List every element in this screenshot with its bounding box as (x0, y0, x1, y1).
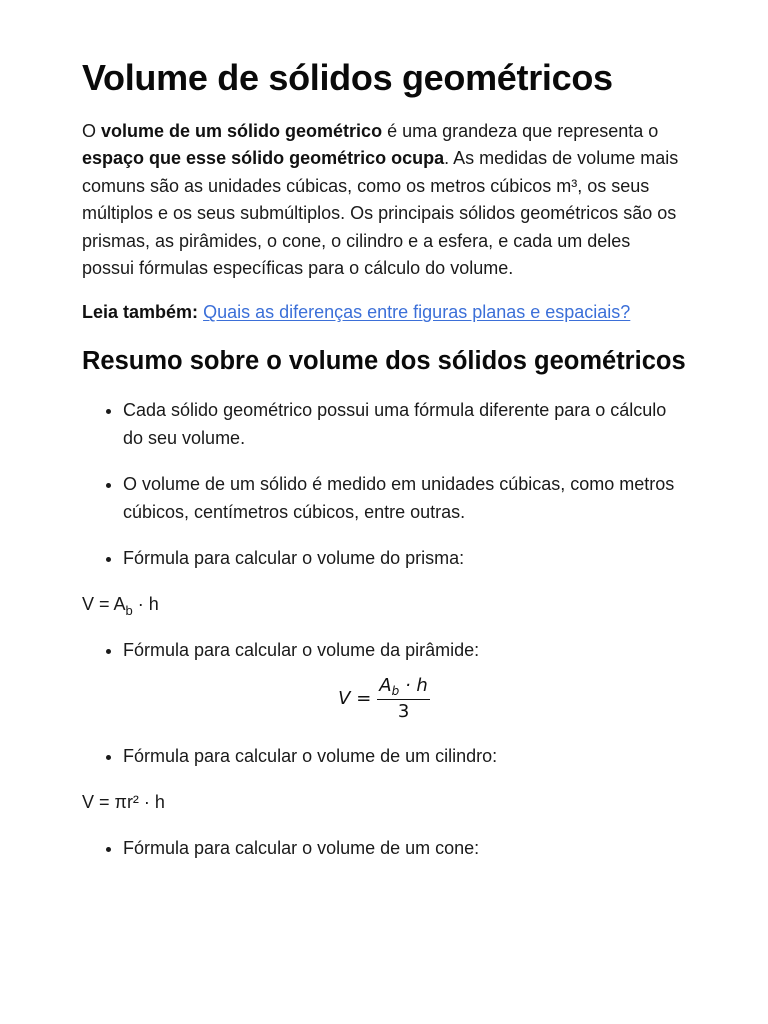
list-item: • Cada sólido geométrico possui uma fórmula diferente para o cálculo do seu volume. (123, 397, 686, 452)
list-item: • Fórmula para calcular o volume da pirâmide: (123, 637, 686, 664)
summary-heading: Resumo sobre o volume dos sólidos geométricos (82, 347, 686, 376)
see-also-label: Leia também: (82, 302, 199, 323)
prism-formula (82, 591, 686, 618)
intro-bold-2: espaço que esse sólido geométrico ocupa (82, 148, 445, 169)
intro-text-1: O (82, 121, 102, 141)
pyramid-numerator (377, 675, 430, 700)
intro-paragraph (82, 118, 686, 282)
intro-bold-1: volume de um sólido geométrico (101, 121, 383, 141)
pyramid-num-main: A (379, 674, 392, 696)
list-item: • Fórmula para calcular o volume de um cone: (123, 835, 686, 862)
prism-formula-rhs: · h (132, 594, 159, 615)
page-title: Volume de sólidos geométricos (82, 57, 613, 98)
see-also-link[interactable]: Quais as diferenças entre figuras planas e espaciais? (203, 302, 631, 323)
pyramid-formula-lhs: V = (338, 688, 372, 710)
see-also (82, 299, 686, 326)
prism-formula-sub: b (125, 603, 133, 619)
pyramid-formula (82, 674, 686, 724)
summary-list (82, 397, 686, 572)
list-item: • O volume de um sólido é medido em unidades cúbicas, como metros cúbicos, centímetros cúbicos, entre outras. (123, 471, 686, 526)
cylinder-list (82, 743, 686, 770)
intro-text-2: é uma grandeza que representa o (382, 121, 659, 141)
pyramid-list (82, 637, 686, 664)
pyramid-denominator: 3 (397, 700, 410, 722)
pyramid-num-rest: · h (399, 674, 428, 696)
cylinder-formula: V = πr² · h (82, 792, 165, 813)
intro-text-3: . As medidas de volume mais comuns são as unidades cúbicas, como os metros cúbicos m³, os seus múltiplos e os seus submúltiplos. Os principais sólidos geométricos são os prismas, as pirâmides, o cone, o cilindro e a esfera, e cada um deles possui fórmulas específicas para o cálculo do volume. (82, 148, 679, 279)
cone-list (82, 835, 686, 862)
prism-formula-lhs: V = A (82, 594, 126, 615)
pyramid-num-sub: b (391, 683, 400, 698)
list-item: • Fórmula para calcular o volume do prisma: (123, 545, 686, 572)
list-item: • Fórmula para calcular o volume de um cilindro: (123, 743, 686, 770)
pyramid-fraction (377, 675, 430, 723)
